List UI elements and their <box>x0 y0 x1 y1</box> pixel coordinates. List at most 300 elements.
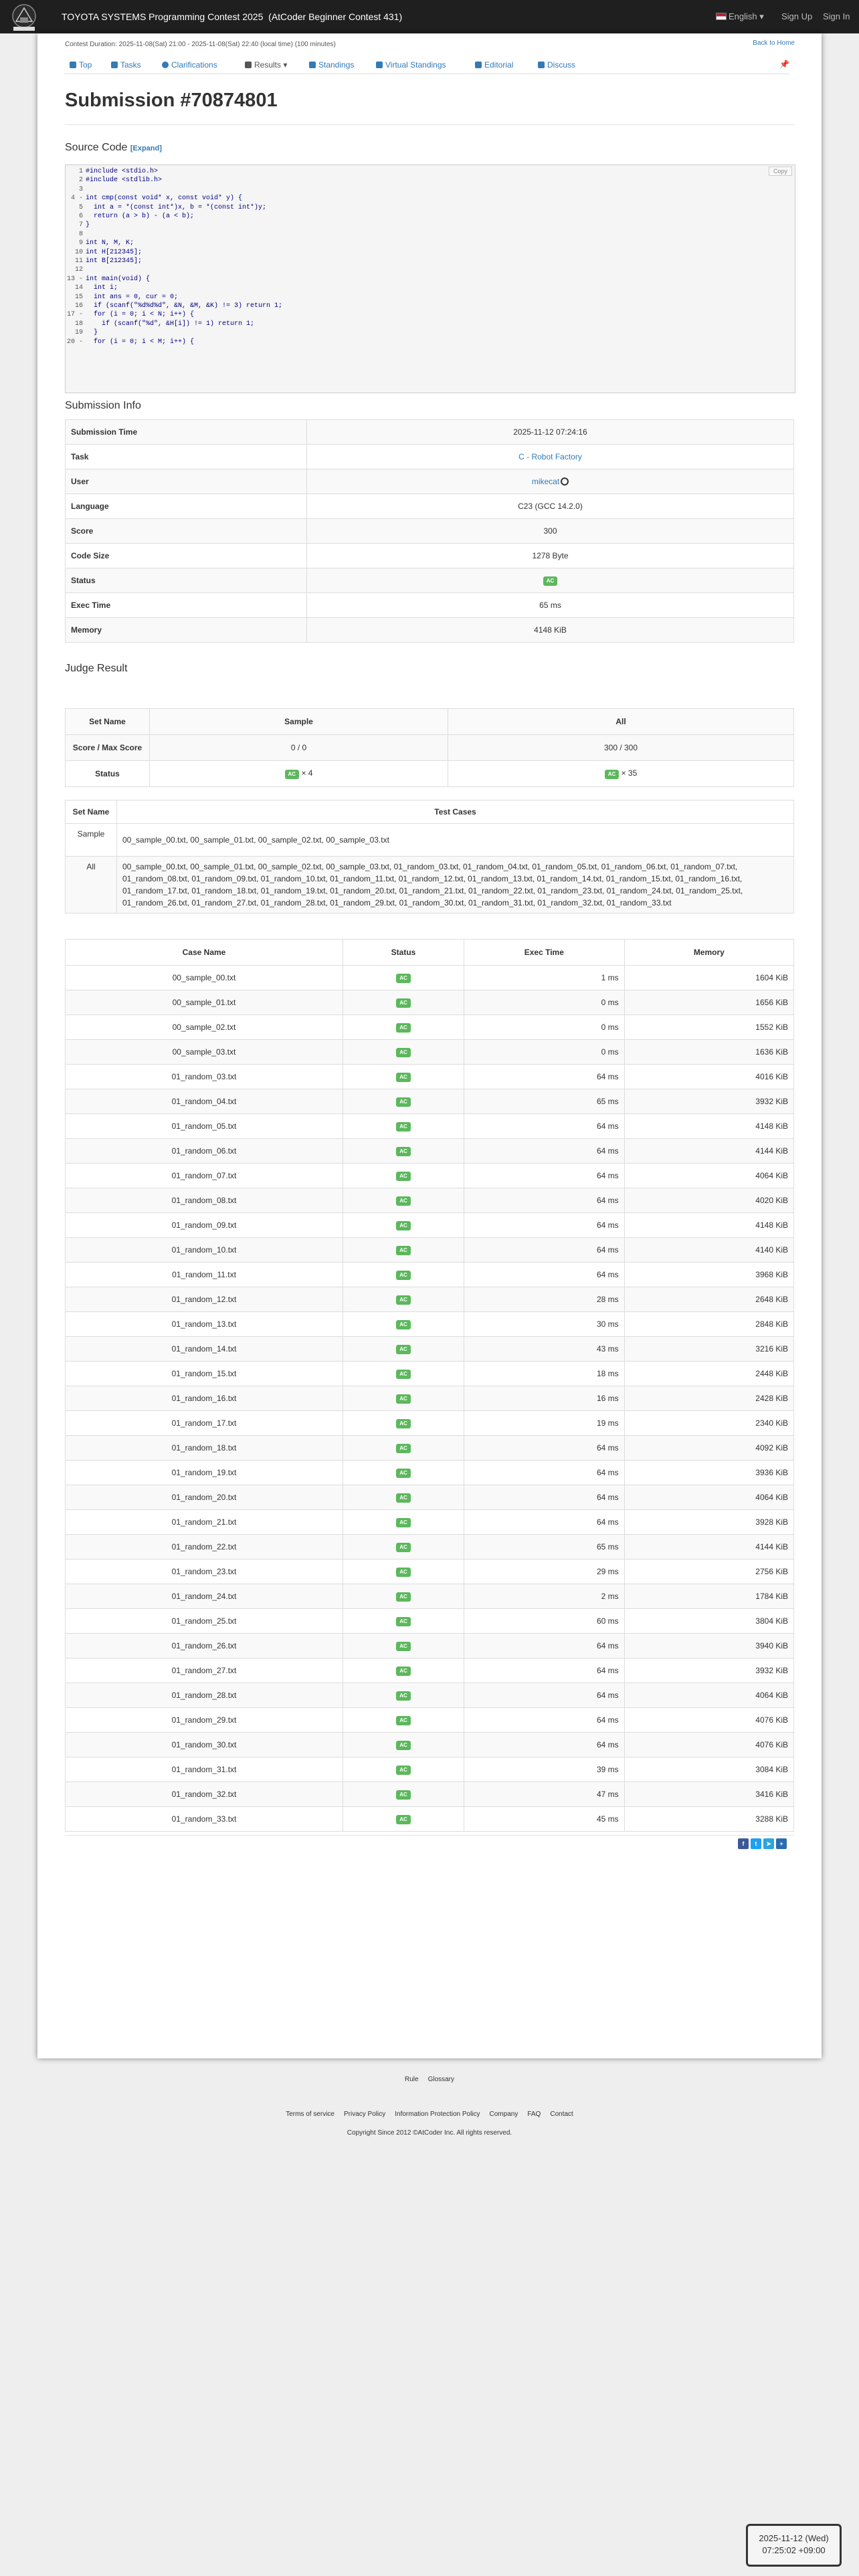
ac-badge: AC <box>396 1073 411 1082</box>
code-text: int B[212345]; <box>86 257 142 265</box>
table-row <box>66 1238 794 1263</box>
case-status <box>343 1362 464 1386</box>
case-exec-time: 30 ms <box>464 1312 625 1337</box>
clock-date: 2025-11-12 (Wed) <box>759 2533 829 2543</box>
header-status: Status <box>343 940 464 966</box>
case-status <box>343 1015 464 1040</box>
table-icon <box>245 62 252 68</box>
case-exec-time: 45 ms <box>464 1807 625 1832</box>
footer-link-glossary[interactable]: Glossary <box>427 2076 455 2083</box>
table-row <box>66 1040 794 1065</box>
atcoder-logo[interactable] <box>9 3 39 32</box>
case-name: 01_random_13.txt <box>66 1312 343 1337</box>
case-status <box>343 1757 464 1782</box>
twitter-icon[interactable]: t <box>751 1838 761 1849</box>
expand-link[interactable]: [Expand] <box>130 144 162 152</box>
footer-link-company[interactable]: Company <box>489 2111 518 2118</box>
info-row-user <box>66 469 794 494</box>
code-line <box>66 212 194 221</box>
case-memory: 2340 KiB <box>624 1411 793 1436</box>
header-case-name: Case Name <box>66 940 343 966</box>
info-key: Code Size <box>66 544 307 568</box>
table-row <box>66 1263 794 1287</box>
contest-title-link[interactable]: TOYOTA SYSTEMS Programming Contest 2025 (AtCoder Beginner Contest 431) <box>62 11 403 22</box>
submission-info-table <box>65 419 794 643</box>
test-cases-body <box>66 966 794 1832</box>
line-number: 3 <box>78 185 83 193</box>
code-size-value: 1278 Byte <box>307 544 794 568</box>
case-memory: 4148 KiB <box>624 1114 793 1139</box>
code-line <box>66 302 282 310</box>
case-exec-time: 0 ms <box>464 1015 625 1040</box>
case-status <box>343 966 464 990</box>
case-exec-time: 28 ms <box>464 1287 625 1312</box>
score-label: Score / Max Score <box>66 735 150 761</box>
all-ac-count: × 35 <box>621 768 638 778</box>
case-memory: 4144 KiB <box>624 1139 793 1164</box>
case-exec-time: 47 ms <box>464 1782 625 1807</box>
case-name: 01_random_20.txt <box>66 1485 343 1510</box>
case-name: 01_random_08.txt <box>66 1188 343 1213</box>
book-icon <box>475 62 482 68</box>
code-text: int i; <box>86 284 118 292</box>
share-buttons <box>736 1838 787 1849</box>
ac-badge: AC <box>396 1543 411 1552</box>
code-text: for (i = 0; i < N; i++) { <box>86 311 195 319</box>
score-sample: 0 / 0 <box>150 735 448 761</box>
info-row-exec-time <box>66 593 794 618</box>
code-text: for (i = 0; i < M; i++) { <box>86 338 195 346</box>
case-name: 01_random_12.txt <box>66 1287 343 1312</box>
ac-badge: AC <box>605 770 619 779</box>
table-row <box>66 1757 794 1782</box>
info-key: Language <box>66 494 307 519</box>
set-cases: 00_sample_00.txt, 00_sample_01.txt, 00_sample_02.txt, 00_sample_03.txt, 01_random_03.txt, 01_random_04.txt, 01_random_05.txt, 01_random_06.txt, 01_random_07.txt, 01_random_08.txt, 01_random_09.txt, 01_random_10.txt, 01_random_11.txt, 01_random_12.txt, 01_random_13.txt, 01_random_14.txt, 01_random_15.txt, 01_random_16.txt, 01_random_17.txt, 01_random_18.txt, 01_random_19.txt, 01_random_20.txt, 01_random_21.txt, 01_random_22.txt, 01_random_23.txt, 01_random_24.txt, 01_random_25.txt, 01_random_26.txt, 01_random_27.txt, 01_random_28.txt, 01_random_29.txt, 01_random_30.txt, 01_random_31.txt, 01_random_32.txt, 01_random_33.txt <box>117 857 794 914</box>
case-status <box>343 1065 464 1089</box>
copyright: Copyright Since 2012 ©AtCoder Inc. All rights reserved. <box>347 2129 512 2137</box>
set-name: All <box>66 857 117 914</box>
code-line <box>66 257 142 265</box>
case-memory: 4144 KiB <box>624 1535 793 1560</box>
tab-tasks[interactable]: Tasks <box>111 60 141 70</box>
ac-badge: AC <box>396 974 411 983</box>
case-memory: 1656 KiB <box>624 990 793 1015</box>
table-row <box>66 1164 794 1188</box>
ac-badge: AC <box>396 1122 411 1132</box>
footer-link-faq[interactable]: FAQ <box>527 2111 541 2118</box>
code-line <box>66 338 194 346</box>
telegram-icon[interactable]: ➤ <box>763 1838 774 1849</box>
code-text: if (scanf("%d%d%d", &N, &M, &K) != 3) return 1; <box>86 302 283 310</box>
info-key: Task <box>66 445 307 469</box>
case-status <box>343 1263 464 1287</box>
score-value: 300 <box>307 519 794 544</box>
case-exec-time: 16 ms <box>464 1386 625 1411</box>
line-number: 5 <box>78 203 83 211</box>
code-line <box>66 328 98 337</box>
ac-badge: AC <box>396 1716 411 1725</box>
table-row <box>66 1634 794 1658</box>
score-all: 300 / 300 <box>448 735 794 761</box>
case-name: 01_random_19.txt <box>66 1461 343 1485</box>
line-number: 12 <box>74 266 83 274</box>
line-number: 19 <box>74 329 83 337</box>
header-set-name: Set Name <box>66 709 150 735</box>
table-row <box>66 1015 794 1040</box>
case-memory: 4020 KiB <box>624 1188 793 1213</box>
home-icon <box>70 62 76 68</box>
case-memory: 3084 KiB <box>624 1757 793 1782</box>
code-text: int cmp(const void* x, const void* y) { <box>86 195 243 203</box>
tab-clarifications[interactable]: Clarifications <box>162 60 217 70</box>
sign-in-link[interactable]: Sign In <box>823 11 850 21</box>
case-memory: 4064 KiB <box>624 1485 793 1510</box>
line-number: 10 <box>74 248 83 256</box>
code-line <box>66 239 134 247</box>
ac-badge: AC <box>396 1147 411 1156</box>
info-key: Exec Time <box>66 593 307 618</box>
divider <box>65 124 794 125</box>
case-exec-time: 39 ms <box>464 1757 625 1782</box>
case-status <box>343 1188 464 1213</box>
case-status <box>343 1238 464 1263</box>
copy-button[interactable]: Copy <box>769 167 792 176</box>
case-exec-time: 64 ms <box>464 1164 625 1188</box>
case-memory: 3932 KiB <box>624 1089 793 1114</box>
sign-up-link[interactable]: Sign Up <box>781 11 813 21</box>
ac-badge: AC <box>396 1469 411 1478</box>
ac-badge: AC <box>396 1196 411 1206</box>
case-memory: 3416 KiB <box>624 1782 793 1807</box>
footer-link-info-protection[interactable]: Information Protection Policy <box>395 2111 480 2118</box>
line-number: 6 <box>78 213 83 220</box>
ac-badge: AC <box>396 1568 411 1577</box>
tab-editorial[interactable]: Editorial <box>475 60 513 70</box>
status-badge: AC <box>543 576 558 586</box>
case-name: 01_random_21.txt <box>66 1510 343 1535</box>
case-name: 01_random_05.txt <box>66 1114 343 1139</box>
line-number: 9 <box>78 239 83 247</box>
case-status <box>343 1114 464 1139</box>
case-name: 01_random_33.txt <box>66 1807 343 1832</box>
line-number: 13 - <box>66 275 83 283</box>
info-row-task <box>66 445 794 469</box>
info-row-submission-time <box>66 420 794 445</box>
table-row <box>66 1213 794 1238</box>
case-status <box>343 1461 464 1485</box>
test-sets-table <box>65 800 794 914</box>
ac-badge: AC <box>396 1295 411 1305</box>
case-exec-time: 64 ms <box>464 1065 625 1089</box>
table-row <box>66 1188 794 1213</box>
ac-badge: AC <box>396 1048 411 1057</box>
ac-badge: AC <box>285 770 300 779</box>
case-status <box>343 1510 464 1535</box>
task-link[interactable]: C - Robot Factory <box>518 452 582 461</box>
case-status <box>343 1782 464 1807</box>
code-text: #include <stdlib.h> <box>86 177 163 185</box>
footer-link-terms[interactable]: Terms of service <box>286 2111 335 2118</box>
case-memory: 4064 KiB <box>624 1683 793 1708</box>
case-exec-time: 0 ms <box>464 1040 625 1065</box>
sort-icon <box>309 62 316 68</box>
case-memory: 3928 KiB <box>624 1510 793 1535</box>
footer-link-rule[interactable]: Rule <box>404 2076 419 2083</box>
case-status <box>343 1040 464 1065</box>
case-exec-time: 0 ms <box>464 990 625 1015</box>
source-code-box[interactable] <box>65 165 795 393</box>
case-name: 01_random_18.txt <box>66 1436 343 1461</box>
line-number: 17 - <box>66 311 83 319</box>
code-line <box>66 265 86 274</box>
share-plus-icon[interactable]: + <box>776 1838 787 1849</box>
memory-value: 4148 KiB <box>307 618 794 643</box>
question-icon <box>162 62 169 68</box>
case-exec-time: 64 ms <box>464 1708 625 1733</box>
ac-badge: AC <box>396 1444 411 1453</box>
line-number: 18 <box>74 320 83 328</box>
case-status <box>343 1683 464 1708</box>
case-name: 00_sample_01.txt <box>66 990 343 1015</box>
case-exec-time: 43 ms <box>464 1337 625 1362</box>
code-text: int ans = 0, cur = 0; <box>86 293 179 301</box>
tab-standings[interactable]: Standings <box>309 60 354 70</box>
contest-tabs <box>64 56 789 74</box>
tab-discuss[interactable]: Discuss <box>538 60 575 70</box>
case-memory: 2448 KiB <box>624 1362 793 1386</box>
ac-badge: AC <box>396 1419 411 1428</box>
info-row-code-size <box>66 544 794 568</box>
case-name: 00_sample_03.txt <box>66 1040 343 1065</box>
case-memory: 2428 KiB <box>624 1386 793 1411</box>
case-memory: 4140 KiB <box>624 1238 793 1263</box>
ac-badge: AC <box>396 1320 411 1329</box>
case-name: 01_random_06.txt <box>66 1139 343 1164</box>
case-name: 01_random_25.txt <box>66 1609 343 1634</box>
table-row <box>66 1609 794 1634</box>
case-name: 00_sample_00.txt <box>66 966 343 990</box>
code-text: int H[212345]; <box>86 248 142 256</box>
case-name: 01_random_11.txt <box>66 1263 343 1287</box>
line-number: 1 <box>78 168 83 175</box>
tab-top[interactable]: Top <box>70 60 92 70</box>
footer-row-1 <box>0 2076 859 2083</box>
code-text: } <box>86 329 98 337</box>
case-status <box>343 1584 464 1609</box>
header-all: All <box>448 709 794 735</box>
table-row <box>66 1065 794 1089</box>
case-memory: 3804 KiB <box>624 1609 793 1634</box>
code-text: return (a > b) - (a < b); <box>86 213 195 220</box>
case-exec-time: 64 ms <box>464 1634 625 1658</box>
table-row <box>66 1287 794 1312</box>
table-row <box>66 1337 794 1362</box>
source-code-heading: Source Code [Expand] <box>65 142 162 153</box>
code-line <box>66 167 158 176</box>
header-set-name: Set Name <box>66 800 117 824</box>
page-title: Submission #70874801 <box>65 90 278 111</box>
table-row <box>66 1461 794 1485</box>
case-status <box>343 1609 464 1634</box>
code-line <box>66 185 86 194</box>
back-to-home-link[interactable]: Back to Home <box>753 39 795 47</box>
line-number: 8 <box>78 230 83 238</box>
tab-results[interactable]: Results ▾ <box>245 60 287 70</box>
ac-badge: AC <box>396 998 411 1008</box>
table-row <box>66 1733 794 1757</box>
line-number: 15 <box>74 293 83 301</box>
footer-link-privacy[interactable]: Privacy Policy <box>343 2111 386 2118</box>
case-name: 01_random_17.txt <box>66 1411 343 1436</box>
submission-info-heading: Submission Info <box>65 400 141 411</box>
case-name: 01_random_14.txt <box>66 1337 343 1362</box>
ac-badge: AC <box>396 1642 411 1651</box>
case-exec-time: 64 ms <box>464 1139 625 1164</box>
case-status <box>343 1386 464 1411</box>
footer-link-contact[interactable]: Contact <box>550 2111 573 2118</box>
case-status <box>343 1287 464 1312</box>
info-row-memory <box>66 618 794 643</box>
case-name: 01_random_03.txt <box>66 1065 343 1089</box>
table-row <box>66 1485 794 1510</box>
table-row <box>66 1312 794 1337</box>
tab-virtual-standings[interactable]: Virtual Standings <box>376 60 446 70</box>
info-key: Score <box>66 519 307 544</box>
ac-badge: AC <box>396 1023 411 1033</box>
case-name: 01_random_32.txt <box>66 1782 343 1807</box>
divider <box>65 1835 794 1836</box>
exec-time-value: 65 ms <box>307 593 794 618</box>
ac-badge: AC <box>396 1790 411 1800</box>
case-name: 01_random_31.txt <box>66 1757 343 1782</box>
case-status <box>343 1733 464 1757</box>
case-name: 01_random_16.txt <box>66 1386 343 1411</box>
ac-badge: AC <box>396 1765 411 1775</box>
code-text: if (scanf("%d", &H[i]) != 1) return 1; <box>86 320 255 328</box>
judge-result-table <box>65 708 794 787</box>
line-number: 11 <box>74 257 83 265</box>
case-memory: 1636 KiB <box>624 1040 793 1065</box>
code-line <box>66 284 118 292</box>
case-memory: 2756 KiB <box>624 1560 793 1584</box>
code-line <box>66 320 254 328</box>
ac-badge: AC <box>396 1345 411 1354</box>
line-number: 2 <box>78 177 83 185</box>
case-exec-time: 65 ms <box>464 1535 625 1560</box>
code-line <box>66 176 162 185</box>
code-line <box>66 221 90 229</box>
case-exec-time: 64 ms <box>464 1485 625 1510</box>
footer-row-2 <box>0 2111 859 2118</box>
case-status <box>343 1213 464 1238</box>
ac-badge: AC <box>396 1394 411 1404</box>
table-row <box>66 1560 794 1584</box>
header-sample: Sample <box>150 709 448 735</box>
case-exec-time: 64 ms <box>464 1436 625 1461</box>
pin-icon[interactable]: 📌 <box>779 60 789 69</box>
case-name: 01_random_07.txt <box>66 1164 343 1188</box>
info-row-score <box>66 519 794 544</box>
clock-time: 07:25:02 +09:00 <box>762 2545 826 2555</box>
submission-time: 2025-11-12 07:24:16 <box>307 420 794 445</box>
case-name: 01_random_27.txt <box>66 1658 343 1683</box>
ac-badge: AC <box>396 1221 411 1230</box>
case-name: 01_random_22.txt <box>66 1535 343 1560</box>
case-status <box>343 1411 464 1436</box>
user-link[interactable]: mikecat <box>531 477 560 486</box>
case-memory: 2648 KiB <box>624 1287 793 1312</box>
case-memory: 2848 KiB <box>624 1312 793 1337</box>
case-memory: 3968 KiB <box>624 1263 793 1287</box>
case-name: 01_random_29.txt <box>66 1708 343 1733</box>
search-icon[interactable] <box>561 477 569 486</box>
case-status <box>343 1337 464 1362</box>
case-exec-time: 64 ms <box>464 1188 625 1213</box>
table-row <box>66 1114 794 1139</box>
ac-badge: AC <box>396 1172 411 1181</box>
header-memory: Memory <box>624 940 793 966</box>
case-exec-time: 18 ms <box>464 1362 625 1386</box>
language-label: English <box>729 11 757 21</box>
status-label: Status <box>66 761 150 787</box>
line-number: 20 - <box>66 338 83 346</box>
case-status <box>343 1560 464 1584</box>
table-row <box>66 1510 794 1535</box>
ac-badge: AC <box>396 1097 411 1107</box>
header-test-cases: Test Cases <box>117 800 794 824</box>
ac-badge: AC <box>396 1493 411 1503</box>
table-row <box>66 1362 794 1386</box>
code-text: } <box>86 221 90 229</box>
table-row <box>66 1535 794 1560</box>
case-exec-time: 2 ms <box>464 1584 625 1609</box>
line-number: 7 <box>78 221 83 229</box>
case-name: 01_random_09.txt <box>66 1213 343 1238</box>
code-line <box>66 248 142 257</box>
case-memory: 4076 KiB <box>624 1708 793 1733</box>
comment-icon <box>538 62 545 68</box>
case-exec-time: 64 ms <box>464 1683 625 1708</box>
case-exec-time: 64 ms <box>464 1114 625 1139</box>
language-dropdown[interactable]: English ▾ <box>716 11 764 22</box>
case-name: 01_random_28.txt <box>66 1683 343 1708</box>
case-memory: 1552 KiB <box>624 1015 793 1040</box>
main-container <box>37 33 822 2058</box>
case-status <box>343 990 464 1015</box>
case-status <box>343 1485 464 1510</box>
case-exec-time: 64 ms <box>464 1658 625 1683</box>
test-cases-table <box>65 939 794 1832</box>
code-line <box>66 293 178 302</box>
language-value: C23 (GCC 14.2.0) <box>307 494 794 519</box>
case-exec-time: 60 ms <box>464 1609 625 1634</box>
line-number: 16 <box>74 302 83 310</box>
case-memory: 3936 KiB <box>624 1461 793 1485</box>
ac-badge: AC <box>396 1592 411 1602</box>
code-line <box>66 230 86 239</box>
table-row <box>66 990 794 1015</box>
table-row <box>66 1436 794 1461</box>
case-exec-time: 64 ms <box>464 1510 625 1535</box>
code-text: int main(void) { <box>86 275 151 283</box>
case-exec-time: 64 ms <box>464 1213 625 1238</box>
case-exec-time: 64 ms <box>464 1238 625 1263</box>
code-text: int a = *(const int*)x, b = *(const int*)y; <box>86 203 267 211</box>
facebook-icon[interactable]: f <box>738 1838 749 1849</box>
case-memory: 3216 KiB <box>624 1337 793 1362</box>
case-exec-time: 64 ms <box>464 1263 625 1287</box>
table-row <box>66 1386 794 1411</box>
